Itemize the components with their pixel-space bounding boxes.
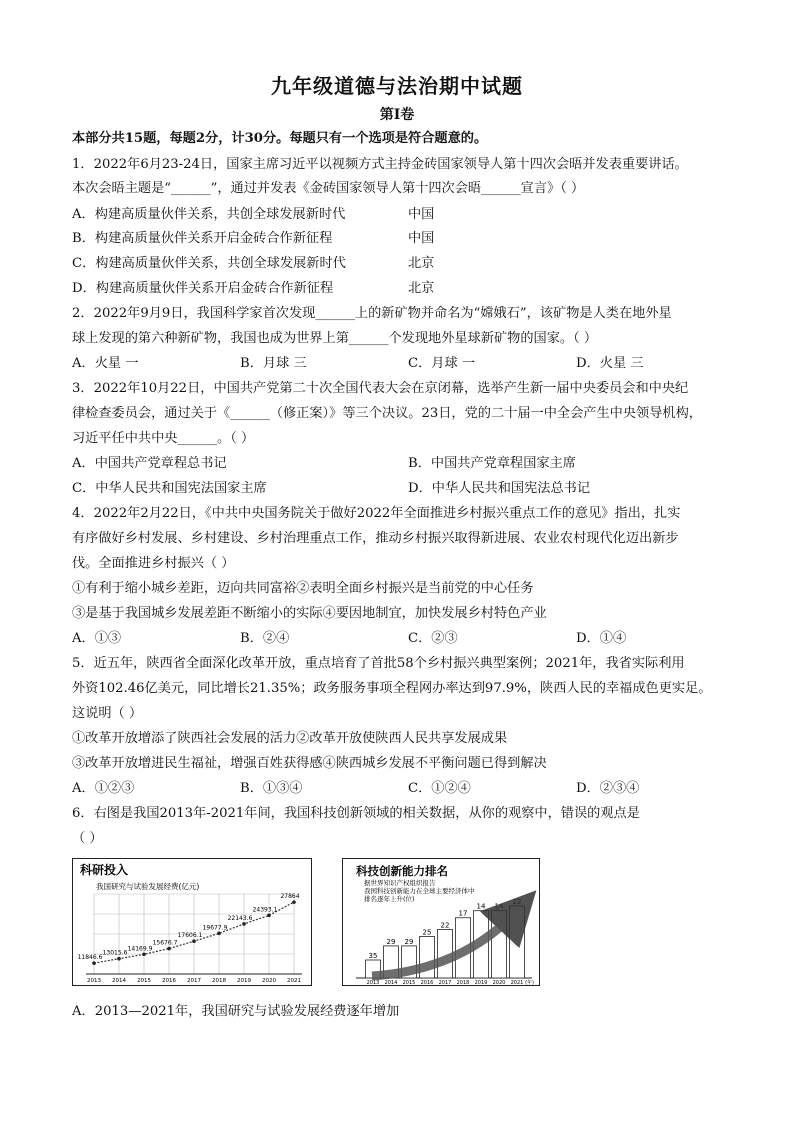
chart-subtitle-line: 我国科技创新能力在全球主要经济体中 bbox=[364, 887, 475, 895]
data-point bbox=[142, 953, 146, 957]
q1-stem-line: 1．2022年6月23-24日，国家主席习近平以视频方式主持金砖国家领导人第十四次会晤并发表重要讲话。 bbox=[72, 157, 688, 172]
x-tick-label: 2017 bbox=[438, 980, 452, 986]
research-investment-svg bbox=[72, 858, 312, 986]
chart-title: 科研投入 bbox=[80, 863, 129, 877]
x-tick-label: 2018 bbox=[456, 980, 470, 986]
data-label: 17606.1 bbox=[177, 932, 203, 940]
data-label: 19677.9 bbox=[202, 924, 228, 932]
data-label: 12 bbox=[512, 898, 522, 906]
chart-subtitle: 我国研究与试验发展经费(亿元) bbox=[96, 882, 200, 891]
x-tick-label: 2018 bbox=[212, 978, 226, 984]
q2-option-a: A．火星 一 bbox=[72, 356, 139, 371]
section-subtitle: 第Ⅰ卷 bbox=[379, 107, 415, 123]
x-tick-label: 2016 bbox=[162, 978, 176, 984]
q5-option-c: C．①②④ bbox=[408, 781, 471, 796]
data-point bbox=[267, 914, 271, 918]
q3-option-d: D．中华人民共和国宪法总书记 bbox=[408, 481, 591, 496]
q2-option-b: B．月球 三 bbox=[240, 356, 307, 371]
innovation-ranking-chart bbox=[342, 858, 540, 986]
q4-stem-line: 伐。全面推进乡村振兴（ ） bbox=[72, 556, 235, 571]
q4-option-a: A．①③ bbox=[72, 631, 122, 646]
data-point bbox=[92, 961, 96, 965]
q6-stem-line: （ ） bbox=[72, 831, 103, 846]
q3-option-c: C．中华人民共和国宪法国家主席 bbox=[72, 481, 267, 496]
q4-option-b: B．②④ bbox=[240, 631, 290, 646]
data-label: 13015.6 bbox=[102, 949, 128, 957]
q4-stem-line: 4．2022年2月22日，《中共中央国务院关于做好2022年全面推进乡村振兴重点工作的意见》指出，扎实 bbox=[72, 506, 681, 521]
x-tick-label: 2015 bbox=[402, 980, 416, 986]
q2-option-d: D．火星 三 bbox=[576, 356, 644, 371]
q1-option-b: B．构建高质量伙伴关系开启金砖合作新征程 中国 bbox=[72, 231, 435, 246]
data-point bbox=[292, 900, 296, 904]
q6-option-a: A．2013—2021年，我国研究与试验发展经费逐年增加 bbox=[72, 1004, 400, 1019]
x-tick-label: 2014 bbox=[112, 978, 126, 984]
chart-border bbox=[73, 859, 312, 986]
x-tick-label: 2019 bbox=[474, 980, 488, 986]
data-label: 22143.6 bbox=[227, 914, 253, 922]
q4-option-d: D．①④ bbox=[576, 631, 627, 646]
q3-option-a: A．中国共产党章程总书记 bbox=[72, 456, 227, 471]
q5-option-d: D．②③④ bbox=[576, 781, 640, 796]
section-instructions: 本部分共15题，每题2分，计30分。每题只有一个选项是符合题意的。 bbox=[72, 131, 488, 146]
innovation-ranking-svg bbox=[342, 858, 540, 986]
q4-option-c: C．②③ bbox=[408, 631, 458, 646]
data-label: 14169.9 bbox=[127, 945, 153, 953]
chart-subtitle-line: 据世界知识产权组织报告 bbox=[364, 879, 436, 887]
data-label: 14 bbox=[476, 902, 486, 911]
x-unit-label: (年) bbox=[525, 980, 534, 986]
q2-stem-line: 球上发现的第六种新矿物，我国也成为世界上第______个发现地外星球新矿物的国家。（ ） bbox=[72, 331, 598, 346]
q1-option-d: D．构建高质量伙伴关系开启金砖合作新征程 北京 bbox=[72, 281, 435, 296]
q3-stem-line: 3．2022年10月22日，中国共产党第二十次全国代表大会在京闭幕，选举产生新一届中央委员会和中央纪 bbox=[72, 381, 689, 396]
q5-option-a: A．①②③ bbox=[72, 781, 135, 796]
data-label: 17 bbox=[458, 909, 468, 918]
q6-stem-line: 6．右图是我国2013年-2021年间，我国科技创新领域的相关数据，从你的观察中，错误的观点是 bbox=[72, 806, 640, 821]
data-label: 35 bbox=[368, 952, 378, 960]
x-tick-label: 2019 bbox=[237, 978, 251, 984]
q3-stem-line: 律检查委员会，通过关于《______（修正案）》等三个决议。23日，党的二十届一中全会产生中央领导机构， bbox=[72, 406, 702, 421]
q4-statement-line: ③是基于我国城乡发展差距不断缩小的实际④要因地制宜，加快发展乡村特色产业 bbox=[72, 606, 547, 621]
x-tick-label: 2017 bbox=[187, 978, 201, 984]
q4-statement-line: ①有利于缩小城乡差距，迈向共同富裕②表明全面乡村振兴是当前党的中心任务 bbox=[72, 581, 534, 596]
q1-stem-line: 本次会晤主题是“______”，通过并发表《金砖国家领导人第十四次会晤______宣言》（ ） bbox=[72, 181, 585, 196]
q5-option-b: B．①③④ bbox=[240, 781, 303, 796]
data-label: 22 bbox=[440, 921, 450, 930]
x-tick-label: 2020 bbox=[492, 980, 506, 986]
q5-stem-line: 外资102.46亿美元，同比增长21.35%；政务服务事项全程网办率达到97.9%，陕西人民的幸福成色更实足。 bbox=[72, 681, 712, 696]
data-label: 29 bbox=[404, 937, 414, 946]
q1-option-c: C．构建高质量伙伴关系，共创全球发展新时代 北京 bbox=[72, 256, 435, 271]
q5-stem-line: 这说明（ ） bbox=[72, 706, 143, 721]
x-tick-label: 2015 bbox=[137, 978, 151, 984]
q4-stem-line: 有序做好乡村发展、乡村建设、乡村治理重点工作，推动乡村振兴取得新进展、农业农村现代化迈出新步 bbox=[72, 531, 679, 546]
data-label: 11846.6 bbox=[77, 954, 103, 962]
q5-stem-line: 5．近五年，陕西省全面深化改革开放，重点培育了首批58个乡村振兴典型案例；2021年，我省实际利用 bbox=[72, 656, 685, 671]
x-tick-label: 2020 bbox=[262, 978, 276, 984]
q1-option-a: A．构建高质量伙伴关系，共创全球发展新时代 中国 bbox=[72, 207, 435, 222]
data-label: 24393.1 bbox=[252, 906, 278, 914]
data-label: 14 bbox=[494, 902, 504, 911]
x-tick-label: 2014 bbox=[384, 980, 398, 986]
x-tick-label: 2013 bbox=[366, 980, 380, 986]
x-tick-label: 2021 bbox=[287, 978, 301, 984]
chart-subtitle-line: 排名逐年上升(位) bbox=[364, 895, 415, 903]
chart-title: 科技创新能力排名 bbox=[356, 864, 448, 878]
data-label: 25 bbox=[422, 928, 432, 937]
exam-title: 九年级道德与法治期中试题 bbox=[271, 74, 523, 98]
q3-stem-line: 习近平任中共中央______。（ ） bbox=[72, 431, 255, 446]
data-label: 29 bbox=[386, 937, 396, 946]
data-point bbox=[192, 939, 196, 943]
x-tick-label: 2013 bbox=[87, 978, 101, 984]
q3-option-b: B．中国共产党章程国家主席 bbox=[408, 456, 576, 471]
data-label: 15676.7 bbox=[152, 939, 178, 947]
q2-stem-line: 2．2022年9月9日，我国科学家首次发现______上的新矿物并命名为“嫦娥石”，该矿物是人类在地外星 bbox=[72, 306, 672, 321]
data-point bbox=[117, 957, 121, 961]
data-point bbox=[242, 922, 246, 926]
x-tick-label: 2016 bbox=[420, 980, 434, 986]
q2-option-c: C．月球 一 bbox=[408, 356, 476, 371]
x-tick-label: 2021 bbox=[510, 980, 524, 986]
q5-statement-line: ③改革开放增进民生福祉，增强百姓获得感④陕西城乡发展不平衡问题已得到解决 bbox=[72, 756, 547, 771]
q5-statement-line: ①改革开放增添了陕西社会发展的活力②改革开放使陕西人民共享发展成果 bbox=[72, 731, 508, 746]
data-point bbox=[167, 947, 171, 951]
data-label: 27864 bbox=[280, 893, 300, 901]
research-investment-chart bbox=[72, 858, 312, 986]
data-point bbox=[217, 932, 221, 936]
